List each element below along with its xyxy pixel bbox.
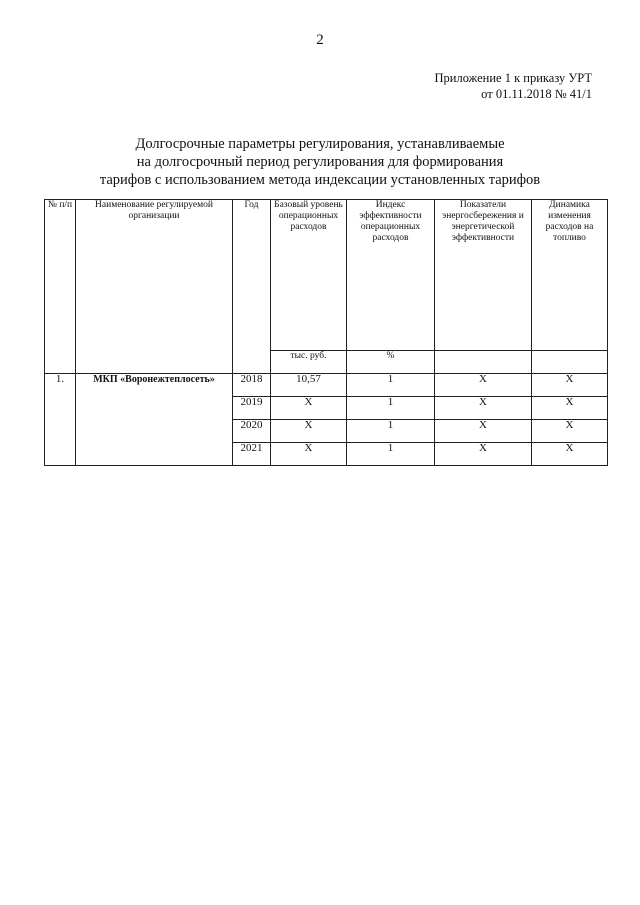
unit-index: %: [347, 351, 435, 374]
index-cell: 1: [347, 397, 435, 420]
energy-cell: Х: [435, 420, 532, 443]
title-line-1: Долгосрочные параметры регулирования, устанавливаемые: [135, 136, 505, 152]
header-energy: Показатели энергосбережения и энергетической эффективности: [435, 200, 532, 351]
header-fuel: Динамика изменения расходов на топливо: [532, 200, 608, 351]
header-num: № п/п: [45, 200, 76, 374]
document-title: [40, 135, 600, 189]
fuel-cell: Х: [532, 397, 608, 420]
page-number: 2: [316, 32, 324, 48]
year-cell: 2021: [233, 443, 271, 466]
year-cell: 2018: [233, 374, 271, 397]
header-row: [45, 200, 608, 351]
title-line-3: тарифов с использованием метода индексации установленных тарифов: [99, 172, 541, 188]
year-cell: 2020: [233, 420, 271, 443]
energy-cell: Х: [435, 374, 532, 397]
org-name: МКП «Воронежтеплосеть»: [76, 374, 233, 466]
unit-energy: [435, 351, 532, 374]
year-cell: 2019: [233, 397, 271, 420]
energy-cell: Х: [435, 397, 532, 420]
fuel-cell: Х: [532, 443, 608, 466]
header-index: Индекс эффективности операционных расходов: [347, 200, 435, 351]
parameters-table: [44, 199, 608, 466]
base-cell: 10,57: [271, 374, 347, 397]
appendix-line-1: Приложение 1 к приказу УРТ: [434, 71, 592, 85]
org-number: 1.: [45, 374, 76, 466]
index-cell: 1: [347, 443, 435, 466]
energy-cell: Х: [435, 443, 532, 466]
base-cell: Х: [271, 420, 347, 443]
header-year: Год: [233, 200, 271, 374]
header-org: Наименование регулируемой организации: [76, 200, 233, 374]
table-row: [45, 374, 608, 397]
index-cell: 1: [347, 420, 435, 443]
fuel-cell: Х: [532, 374, 608, 397]
appendix-reference: [435, 70, 593, 102]
header-base: Базовый уровень операционных расходов: [271, 200, 347, 351]
fuel-cell: Х: [532, 420, 608, 443]
unit-fuel: [532, 351, 608, 374]
base-cell: Х: [271, 443, 347, 466]
index-cell: 1: [347, 374, 435, 397]
unit-base: тыс. руб.: [271, 351, 347, 374]
base-cell: Х: [271, 397, 347, 420]
title-line-2: на долгосрочный период регулирования для формирования: [136, 154, 504, 170]
appendix-line-2: от 01.11.2018 № 41/1: [481, 87, 592, 101]
